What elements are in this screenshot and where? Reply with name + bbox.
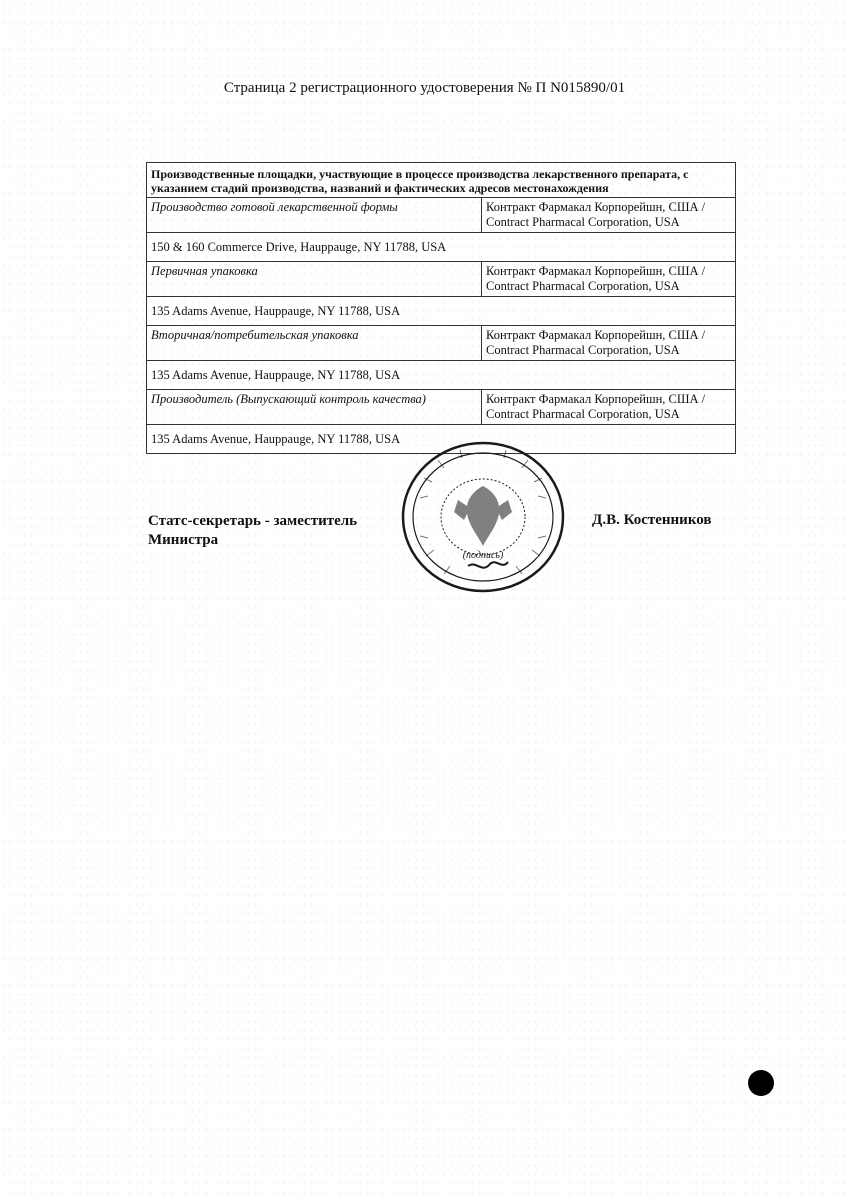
signer-position-line1: Статс-секретарь - заместитель	[148, 513, 358, 529]
stage-cell: Первичная упаковка	[147, 262, 482, 297]
stage-cell: Производитель (Выпускающий контроль качества)	[147, 390, 482, 425]
organization-name-ru: Контракт Фармакал Корпорейшн, США /	[486, 264, 706, 278]
table-row	[147, 361, 736, 390]
table-heading-row	[147, 163, 736, 198]
table-row	[147, 390, 736, 425]
signer-position-line2: Министра	[148, 532, 219, 548]
address-cell: 135 Adams Avenue, Hauppauge, NY 11788, USA	[147, 361, 736, 390]
organization-name-ru: Контракт Фармакал Корпорейшн, США /	[486, 328, 706, 342]
signer-position	[148, 512, 357, 550]
table-row	[147, 198, 736, 233]
seal-caption: (подпись)	[462, 550, 504, 561]
organization-cell	[482, 390, 736, 425]
organization-name-ru: Контракт Фармакал Корпорейшн, США /	[486, 392, 706, 406]
table-row	[147, 326, 736, 361]
stage-cell: Производство готовой лекарственной формы	[147, 198, 482, 233]
table-row	[147, 233, 736, 262]
table-row	[147, 262, 736, 297]
organization-name-en: Contract Pharmacal Corporation, USA	[486, 343, 680, 357]
organization-cell	[482, 262, 736, 297]
official-seal-icon	[398, 438, 568, 596]
manufacturing-sites-table	[146, 162, 736, 454]
organization-cell	[482, 198, 736, 233]
address-cell: 135 Adams Avenue, Hauppauge, NY 11788, USA	[147, 297, 736, 326]
table-heading: Производственные площадки, участвующие в процессе производства лекарственного препарата, с указанием стадий производства, названий и фактических адресов местонахождения	[147, 163, 736, 198]
organization-cell	[482, 326, 736, 361]
scan-mark-dot-icon	[748, 1070, 774, 1096]
address-cell: 150 & 160 Commerce Drive, Hauppauge, NY 11788, USA	[147, 233, 736, 262]
stage-cell: Вторичная/потребительская упаковка	[147, 326, 482, 361]
organization-name-en: Contract Pharmacal Corporation, USA	[486, 407, 680, 421]
table-row	[147, 297, 736, 326]
page-title: Страница 2 регистрационного удостоверения № П N015890/01	[223, 80, 626, 96]
signer-name: Д.В. Костенников	[592, 512, 712, 528]
organization-name-ru: Контракт Фармакал Корпорейшн, США /	[486, 200, 706, 214]
handwritten-signature-icon	[468, 562, 508, 568]
organization-name-en: Contract Pharmacal Corporation, USA	[486, 279, 680, 293]
address-cell: 135 Adams Avenue, Hauppauge, NY 11788, USA	[147, 425, 736, 454]
organization-name-en: Contract Pharmacal Corporation, USA	[486, 215, 680, 229]
